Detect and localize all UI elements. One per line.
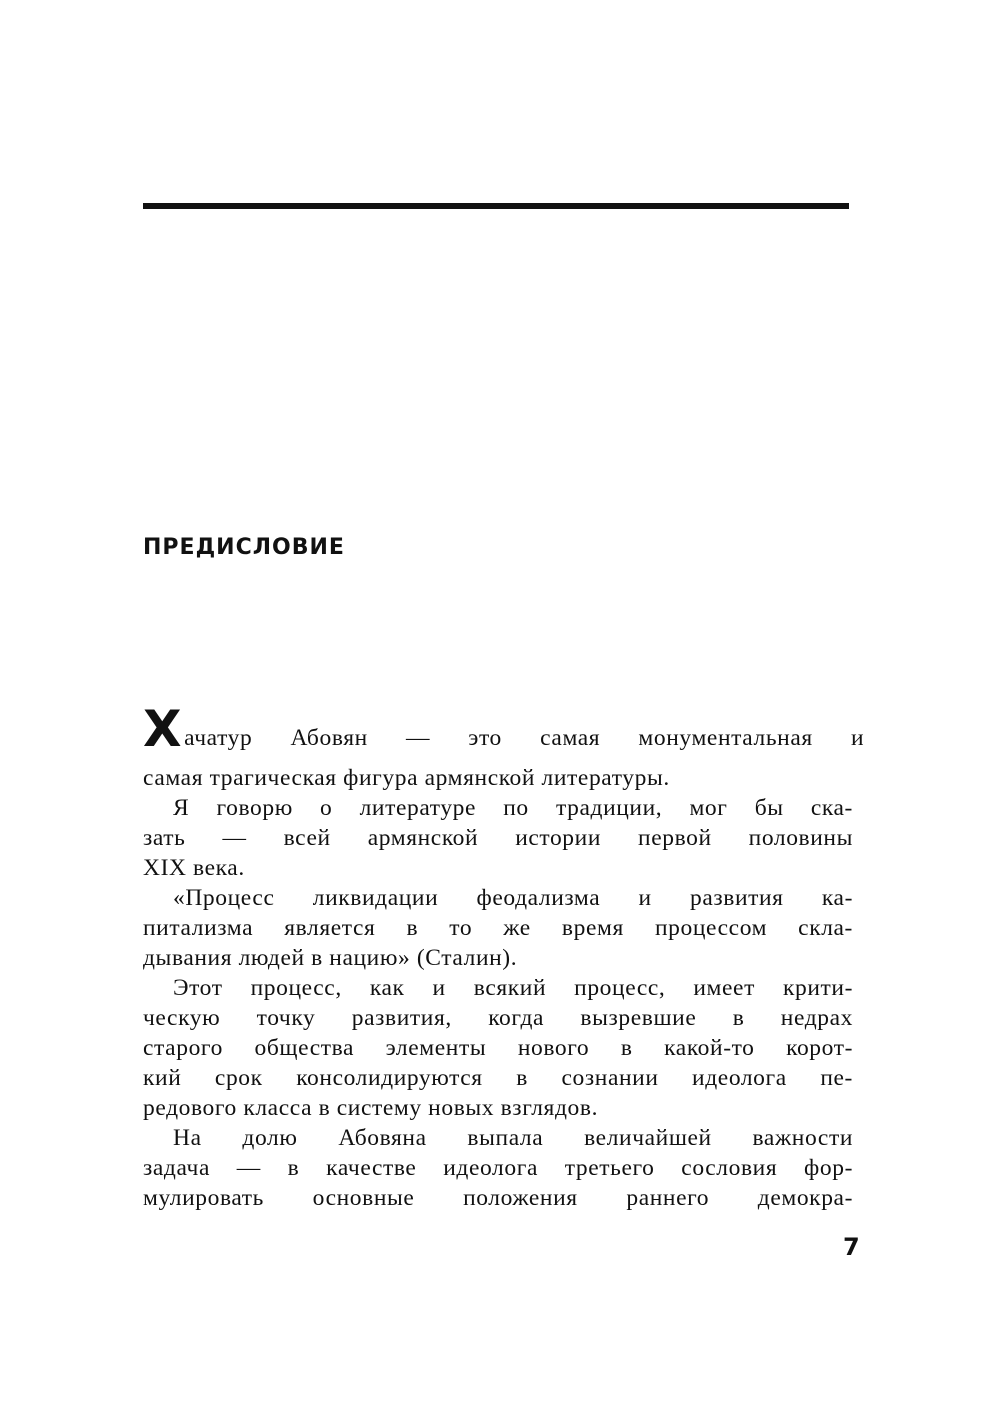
paragraph-line: XIX века. <box>143 855 245 881</box>
paragraph-line: Я говорю о литературе по традиции, мог бы ска- <box>173 795 853 821</box>
paragraph-line: ческую точку развития, когда вызревшие в недрах <box>143 1005 853 1031</box>
top-rule-divider <box>143 203 849 209</box>
paragraph-line: кий срок консолидируются в сознании идеолога пе- <box>143 1065 853 1091</box>
paragraph-line: Этот процесс, как и всякий процесс, имеет крити- <box>173 975 853 1001</box>
paragraph-line: мулировать основные положения раннего демокра- <box>143 1185 853 1211</box>
page-number: 7 <box>843 1233 860 1261</box>
body-text <box>143 700 865 1213</box>
paragraph-line: задача — в качестве идеолога третьего сословия фор- <box>143 1155 853 1181</box>
paragraph-line: зать — всей армянской истории первой половины <box>143 825 853 851</box>
paragraph-line: «Процесс ликвидации феодализма и развития ка- <box>173 885 853 911</box>
paragraph-line: На долю Абовяна выпала величайшей важности <box>173 1125 853 1151</box>
paragraph-line: питализма является в то же время процессом скла- <box>143 915 853 941</box>
paragraph-line: дывания людей в нацию» (Сталин). <box>143 945 518 971</box>
chapter-title: ПРЕДИСЛОВИЕ <box>143 535 345 560</box>
paragraph-line: старого общества элементы нового в какой-то корот- <box>143 1035 853 1061</box>
paragraph-line <box>143 700 865 763</box>
paragraph-line: самая трагическая фигура армянской литературы. <box>143 765 670 791</box>
paragraph-line-text: ачатур Абовян — это самая монументальная и <box>184 725 865 751</box>
drop-cap: Х <box>143 700 183 758</box>
paragraph-line: редового класса в систему новых взглядов. <box>143 1095 599 1121</box>
